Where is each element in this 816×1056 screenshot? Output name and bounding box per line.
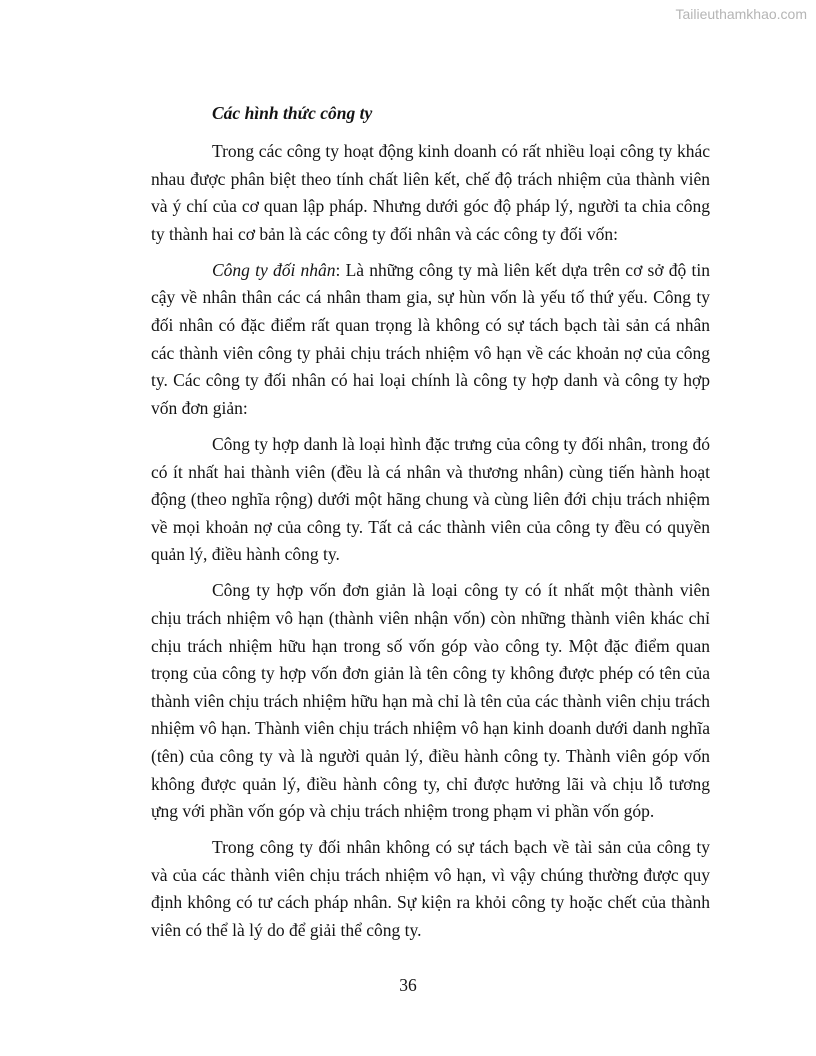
paragraph-cong-ty-hop-von-don-gian	[151, 577, 710, 825]
paragraph-intro	[151, 138, 710, 248]
paragraph-text: Công ty hợp danh là loại hình đặc trưng của công ty đối nhân, trong đó có ít nhất hai thành viên (đều là cá nhân và thương nhân) cùng tiến hành hoạt động (theo nghĩa rộng) dưới một hãng chung và cùng liên đới chịu trách nhiệm về mọi khoản nợ của công ty. Tất cả các thành viên của công ty đều có quyền quản lý, điều hành công ty.	[151, 433, 710, 565]
paragraph-text: Trong các công ty hoạt động kinh doanh có rất nhiều loại công ty khác nhau được phân biệt theo tính chất liên kết, chế độ trách nhiệm của thành viên và ý chí của cơ quan lập pháp. Nhưng dưới góc độ pháp lý, người ta chia công ty thành hai cơ bản là các công ty đối nhân và các công ty đối vốn:	[151, 141, 710, 244]
term-cong-ty-doi-nhan: Công ty đối nhân	[212, 259, 336, 280]
paragraph-cong-ty-doi-nhan	[151, 257, 710, 423]
paragraph-text: Trong công ty đối nhân không có sự tách bạch về tài sản của công ty và của các thành viên chịu trách nhiệm vô hạn, vì vậy chúng thường được quy định không có tư cách pháp nhân. Sự kiện ra khỏi công ty hoặc chết của thành viên có thể là lý do để giải thể công ty.	[151, 837, 710, 941]
section-heading: Các hình thức công ty	[212, 103, 373, 123]
paragraph-cong-ty-hop-danh	[151, 431, 710, 569]
paragraph-tai-san-cong-ty	[151, 834, 710, 944]
watermark: Tailieuthamkhao.com	[675, 6, 807, 22]
paragraph-text: Công ty hợp vốn đơn giản là loại công ty có ít nhất một thành viên chịu trách nhiệm vô hạn (thành viên nhận vốn) còn những thành viên khác chỉ chịu trách nhiệm hữu hạn trong số vốn góp vào công ty. Một đặc điểm quan trọng của công ty hợp vốn đơn giản là tên công ty không được phép có tên của thành viên chịu trách nhiệm hữu hạn mà chỉ là tên của các thành viên chịu trách nhiệm vô hạn. Thành viên chịu trách nhiệm vô hạn kinh doanh dưới danh nghĩa (tên) của công ty và là người quản lý, điều hành công ty. Thành viên góp vốn không được quản lý, điều hành công ty, chỉ được hưởng lãi và chịu lỗ tương ựng với phần vốn góp và chịu trách nhiệm trong phạm vi phần vốn góp.	[151, 580, 710, 822]
paragraph-text: : Là những công ty mà liên kết dựa trên cơ sở độ tin cậy về nhân thân các cá nhân tham gia, sự hùn vốn là yếu tố thứ yếu. Công ty đối nhân có đặc điểm rất quan trọng là không có sự tách bạch tài sản cá nhân các thành viên công ty phải chịu trách nhiệm vô hạn về các khoản nợ của công ty. Các công ty đối nhân có hai loại chính là công ty hợp danh và công ty hợp vốn đơn giản:	[151, 259, 710, 418]
document-page	[151, 100, 710, 953]
page-number: 36	[399, 975, 417, 995]
